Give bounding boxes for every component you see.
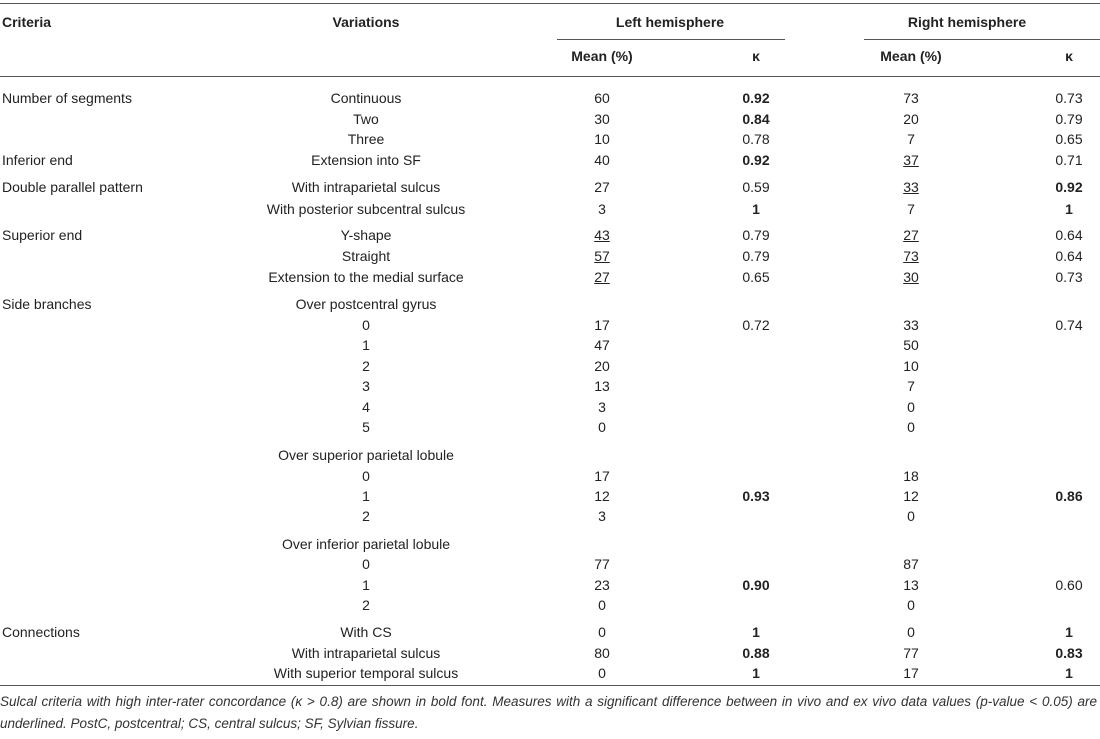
cell-right-mean: 77 [903,645,919,661]
cell-left-mean: 0 [598,665,606,681]
cell-right-kappa: 1 [1065,665,1073,681]
cell-right-kappa: 0.65 [1055,131,1083,147]
cell-left-mean: 0 [598,419,606,435]
cell-right-kappa: 0.73 [1055,90,1083,106]
cell-variation: 3 [362,378,370,394]
cell-left-mean: 43 [594,227,610,243]
cell-variation: Continuous [330,90,402,106]
cell-right-mean: 50 [903,337,919,353]
cell-left-mean: 20 [594,358,610,374]
cell-right-mean: 87 [903,556,919,572]
right-group-rule [864,39,1100,40]
cell-right-mean: 0 [907,508,915,524]
cell-left-mean: 47 [594,337,610,353]
cell-right-kappa: 1 [1065,201,1073,217]
cell-right-mean: 0 [907,597,915,613]
cell-left-mean: 13 [594,378,610,394]
bottom-rule [0,685,1100,686]
cell-left-mean: 3 [598,399,606,415]
cell-left-mean: 3 [598,508,606,524]
cell-left-mean: 77 [594,556,610,572]
cell-variation: 2 [362,508,370,524]
header-left-kappa: κ [752,48,760,64]
cell-left-mean: 27 [594,179,610,195]
cell-variation: Two [353,111,379,127]
cell-right-mean: 33 [903,317,919,333]
cell-right-kappa: 0.83 [1055,645,1083,661]
cell-variation: Over superior parietal lobule [278,447,454,463]
header-criteria: Criteria [2,14,52,30]
cell-left-kappa: 0.72 [742,317,770,333]
header-right-mean: Mean (%) [880,48,942,64]
cell-right-mean: 18 [903,468,919,484]
cell-left-mean: 80 [594,645,610,661]
cell-variation: 0 [362,317,370,333]
cell-left-mean: 27 [594,269,610,285]
cell-right-kappa: 0.60 [1055,577,1083,593]
cell-right-kappa: 0.86 [1055,488,1083,504]
cell-right-kappa: 0.74 [1055,317,1083,333]
cell-right-mean: 0 [907,399,915,415]
cell-left-kappa: 0.65 [742,269,770,285]
cell-right-kappa: 0.73 [1055,269,1083,285]
cell-right-kappa: 0.64 [1055,227,1083,243]
cell-right-mean: 7 [907,131,915,147]
cell-variation: Three [347,131,385,147]
cell-left-mean: 12 [594,488,610,504]
cell-left-mean: 10 [594,131,610,147]
cell-variation: 1 [362,488,370,504]
cell-right-kappa: 0.64 [1055,248,1083,264]
cell-variation: With superior temporal sulcus [273,665,459,681]
table-caption: Sulcal criteria with high inter-rater concordance (κ > 0.8) are shown in bold font. Measures with a significant difference between in vivo and ex vivo data values (p-value < 0.05) are underlined. PostC, postcentral; CS, central sulcus; SF, Sylvian fissure. [0,694,1097,731]
cell-right-mean: 0 [907,624,915,640]
cell-criteria: Double parallel pattern [2,179,143,195]
cell-left-mean: 17 [594,317,610,333]
cell-variation: 5 [362,419,370,435]
cell-left-mean: 40 [594,152,610,168]
cell-variation: With intraparietal sulcus [291,179,441,195]
cell-left-mean: 30 [594,111,610,127]
cell-left-kappa: 0.88 [742,645,770,661]
cell-right-mean: 27 [903,227,919,243]
cell-left-mean: 57 [594,248,610,264]
cell-left-mean: 60 [594,90,610,106]
cell-right-mean: 7 [907,201,915,217]
cell-right-mean: 17 [903,665,919,681]
cell-criteria: Inferior end [2,152,73,168]
cell-criteria: Number of segments [2,90,132,106]
cell-right-mean: 30 [903,269,919,285]
cell-right-mean: 73 [903,248,919,264]
cell-right-mean: 10 [903,358,919,374]
cell-left-kappa: 1 [752,665,760,681]
header-left-hemisphere: Left hemisphere [615,14,725,30]
cell-left-kappa: 0.90 [742,577,770,593]
cell-right-mean: 37 [903,152,919,168]
header-left-mean: Mean (%) [571,48,633,64]
cell-variation: 0 [362,468,370,484]
cell-left-kappa: 0.78 [742,131,770,147]
cell-left-kappa: 1 [752,201,760,217]
cell-right-kappa: 0.71 [1055,152,1083,168]
cell-left-kappa: 0.84 [742,111,770,127]
cell-right-kappa: 1 [1065,624,1073,640]
cell-left-mean: 23 [594,577,610,593]
cell-variation: With CS [340,624,392,640]
cell-criteria: Side branches [2,296,92,312]
cell-criteria: Superior end [2,227,83,243]
cell-variation: With posterior subcentral sulcus [266,201,466,217]
cell-right-mean: 7 [907,378,915,394]
cell-left-mean: 0 [598,597,606,613]
cell-left-kappa: 0.93 [742,488,770,504]
left-group-rule [557,39,785,40]
cell-variation: Extension into SF [311,152,421,168]
cell-right-kappa: 0.79 [1055,111,1083,127]
cell-right-mean: 20 [903,111,919,127]
header-variations: Variations [332,14,400,30]
cell-left-kappa: 0.79 [742,248,770,264]
cell-left-kappa: 0.92 [742,90,770,106]
cell-right-mean: 13 [903,577,919,593]
cell-variation: Over postcentral gyrus [295,296,437,312]
cell-variation: 1 [362,577,370,593]
cell-left-kappa: 0.92 [742,152,770,168]
cell-variation: 4 [362,399,370,415]
header-right-kappa: κ [1065,48,1073,64]
cell-variation: 1 [362,337,370,353]
cell-variation: Extension to the medial surface [268,269,464,285]
top-rule [0,3,1100,4]
cell-left-kappa: 0.79 [742,227,770,243]
cell-variation: Over inferior parietal lobule [281,536,451,552]
cell-left-mean: 0 [598,624,606,640]
cell-variation: 0 [362,556,370,572]
cell-right-mean: 0 [907,419,915,435]
cell-variation: Straight [341,248,391,264]
cell-criteria: Connections [2,624,80,640]
cell-variation: Y-shape [340,227,392,243]
header-right-hemisphere: Right hemisphere [907,14,1027,30]
cell-right-kappa: 0.92 [1055,179,1083,195]
cell-right-mean: 12 [903,488,919,504]
cell-left-mean: 17 [594,468,610,484]
header-rule [0,76,1100,77]
cell-left-kappa: 1 [752,624,760,640]
cell-right-mean: 73 [903,90,919,106]
cell-variation: 2 [362,358,370,374]
cell-variation: With intraparietal sulcus [291,645,441,661]
cell-left-kappa: 0.59 [742,179,770,195]
cell-variation: 2 [362,597,370,613]
cell-right-mean: 33 [903,179,919,195]
cell-left-mean: 3 [598,201,606,217]
